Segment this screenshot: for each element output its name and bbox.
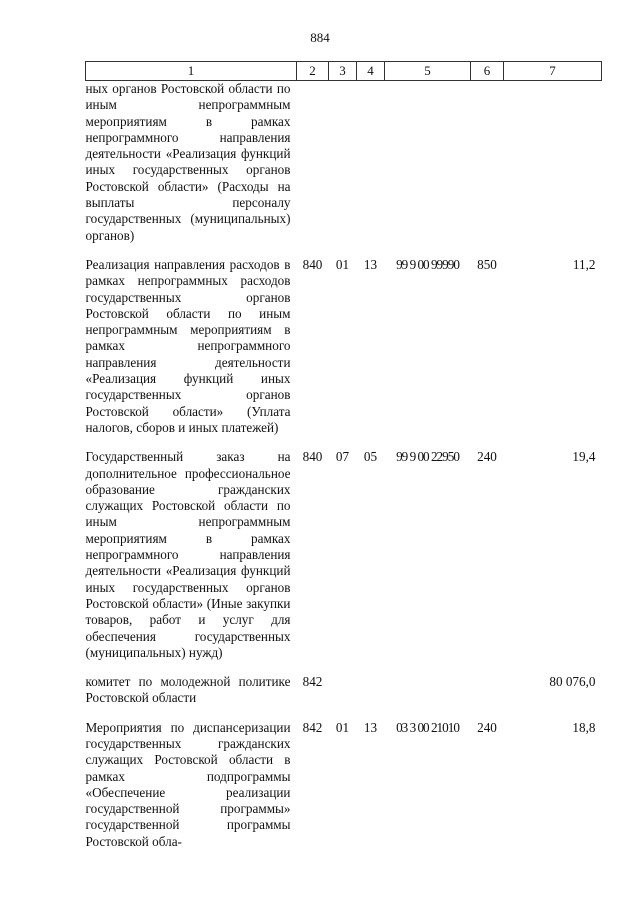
row-target-article: 03 3 00 21010 [396, 719, 459, 735]
header-col-5: 5 [385, 62, 471, 81]
header-col-1: 1 [86, 62, 297, 81]
row-amount: 19,4 [572, 449, 596, 465]
table-row [86, 449, 602, 674]
row-description: Государственный заказ на дополнительное профессиональное образование гражданских служащих Ростовской области по иным непрограммным мероприятиям в рамках непрограммного направления деятельности «Реализация функций иных государственных органов Ростовской области» (Иные закупки товаров, работ и услуг для обеспечения государственных (муниципальных) нужд) [85, 449, 291, 660]
row-amount [504, 81, 602, 257]
row-target-article: 99 9 00 99990 [396, 256, 459, 272]
row-amount: 80 076,0 [549, 674, 596, 690]
row-subsection-code: 13 [363, 719, 378, 735]
row-description: Мероприятия по диспансеризации государственных гражданских служащих Ростовской области в рамках подпрограммы «Обеспечение реализации государственной программы» государственной программы Ростовской обла- [85, 719, 291, 849]
row-ministry-code: 842 [302, 719, 323, 735]
row-ministry-code: 840 [302, 449, 323, 465]
row-ministry-code [297, 81, 329, 257]
header-col-2: 2 [297, 62, 329, 81]
row-subsection-code: 13 [363, 256, 378, 272]
row-subsection-code: 05 [363, 449, 378, 465]
row-expense-type [471, 81, 504, 257]
row-target-article: 99 9 00 22950 [396, 449, 459, 465]
header-row [86, 62, 602, 81]
row-ministry-code: 840 [302, 256, 323, 272]
table-row [86, 720, 602, 850]
row-description: ных органов Ростовской области по иным непрограммным мероприятиям в рамках непрограммного направления деятельности «Реализация функций иных государственных органов Ростовской области» (Расходы на выплаты персоналу государственных (муниципальных) органов) [85, 81, 291, 243]
row-section-code [329, 674, 357, 720]
row-ministry-code: 842 [302, 674, 323, 690]
budget-table-container [85, 61, 601, 850]
row-expense-type: 240 [477, 719, 497, 735]
row-target-article [385, 674, 471, 720]
row-section-code: 01 [335, 256, 350, 272]
header-col-3: 3 [329, 62, 357, 81]
row-amount: 18,8 [572, 719, 596, 735]
row-section-code: 07 [335, 449, 350, 465]
budget-table [85, 61, 602, 850]
row-description: комитет по молодежной политике Ростовской области [85, 674, 291, 706]
row-section-code [329, 81, 357, 257]
table-row [86, 81, 602, 257]
table-row [86, 674, 602, 720]
row-target-article [385, 81, 471, 257]
table-row [86, 257, 602, 449]
row-description: Реализация направления расходов в рамках непрограммных расходов государственных органов Ростовской области по иным непрограммным мероприятиям в рамках непрограммного направления деятельности «Реализация функций иных государственных органов Ростовской области» (Уплата налогов, сборов и иных платежей) [85, 256, 291, 435]
header-col-7: 7 [504, 62, 602, 81]
row-subsection-code [357, 81, 385, 257]
row-section-code: 01 [335, 719, 350, 735]
row-expense-type: 850 [477, 256, 497, 272]
row-amount: 11,2 [572, 256, 596, 272]
row-subsection-code [357, 674, 385, 720]
page-number: 884 [310, 30, 330, 45]
row-expense-type: 240 [477, 449, 497, 465]
header-col-4: 4 [357, 62, 385, 81]
row-expense-type [471, 674, 504, 720]
header-col-6: 6 [471, 62, 504, 81]
